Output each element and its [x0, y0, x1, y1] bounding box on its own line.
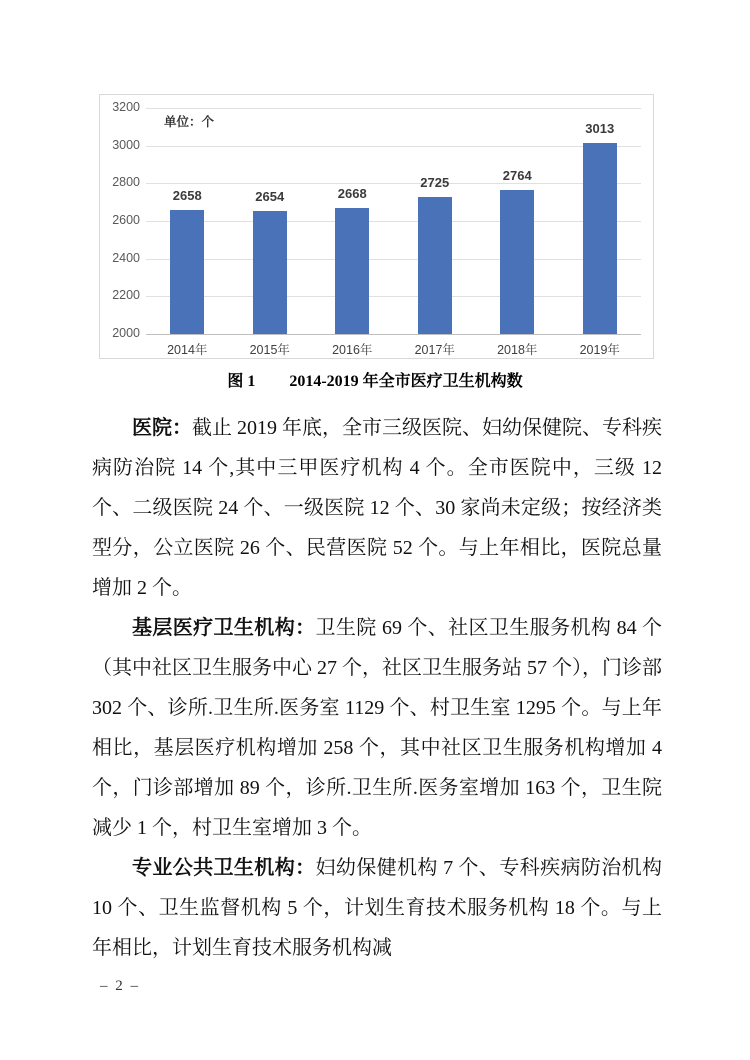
bar-value-label: 2654 [255, 188, 285, 204]
paragraph-public-health-text: 妇幼保健机构 7 个、专科疾病防治机构 10 个、卫生监督机构 5 个，计划生育技术服务机构 18 个。与上年相比，计划生育技术服务机构减 [92, 857, 663, 959]
figure-caption-title: 2014-2019 年全市医疗卫生机构数 [289, 373, 523, 390]
bar-2015年 [253, 211, 287, 334]
paragraph-hospitals-text: 截止 2019 年底，全市三级医院、妇幼保健院、专科疾病防治院 14 个,其中三甲医疗机构 4 个。全市医院中，三级 12 个、二级医院 24 个、一级医院 12 个、30 家尚未定级；按经济类型分，公立医院 26 个、民营医院 52 个。与上年相比，医院总量增加 2 个。 [92, 417, 662, 599]
y-axis-tick-label: 3200 [112, 100, 140, 114]
y-axis-tick-label: 2000 [112, 326, 140, 340]
x-axis-label: 2017年 [414, 343, 455, 357]
paragraph-primary-care-lead: 基层医疗卫生机构： [132, 617, 316, 639]
x-axis-label: 2019年 [579, 343, 620, 357]
chart-plot [112, 100, 641, 357]
y-axis-tick-label: 3000 [112, 137, 140, 152]
bar-2017年 [418, 197, 452, 334]
paragraph-public-health-lead: 专业公共卫生机构： [132, 857, 316, 879]
paragraph-hospitals [92, 408, 662, 608]
paragraph-public-health [92, 848, 662, 968]
bar-value-label: 2668 [337, 186, 367, 202]
bar-2018年 [500, 190, 534, 334]
gridline [146, 108, 641, 109]
gridline [146, 259, 641, 260]
bar-value-label: 3013 [585, 121, 615, 137]
y-axis-tick-label: 2800 [112, 175, 140, 190]
y-axis-tick-label: 2600 [112, 213, 140, 227]
x-axis-label: 2015年 [249, 343, 290, 357]
bar-2014年 [170, 210, 204, 334]
paragraph-primary-care [92, 608, 662, 848]
chart-unit-label: 单位：个 [164, 115, 215, 129]
figure-caption [0, 368, 750, 391]
x-axis-label: 2016年 [332, 343, 373, 357]
x-axis-line [146, 334, 641, 335]
page-number: – 2 – [100, 978, 140, 994]
y-axis-tick-label: 2400 [112, 250, 140, 265]
bar-2019年 [583, 143, 617, 334]
gridline [146, 221, 641, 222]
paragraph-hospitals-lead: 医院： [132, 417, 192, 439]
paragraph-primary-care-text: 卫生院 69 个、社区卫生服务机构 84 个（其中社区卫生服务中心 27 个，社区卫生服务站 57 个），门诊部 302 个、诊所.卫生所.医务室 1129 个、村卫生室 1295 个。与上年相比，基层医疗机构增加 258 个，其中社区卫生服务机构增加 4 个，门诊部增加 89 个，诊所.卫生所.医务室增加 163 个，卫生院减少 1 个，村卫生室增加 3 个。 [92, 617, 663, 839]
bar-value-label: 2725 [420, 175, 450, 191]
bar-value-label: 2658 [172, 188, 202, 204]
gridline [146, 183, 641, 184]
figure-caption-label: 图 1 [227, 373, 256, 390]
y-axis-tick-label: 2200 [112, 288, 140, 303]
x-axis-label: 2014年 [167, 343, 208, 357]
gridline [146, 146, 641, 147]
gridline [146, 296, 641, 297]
bar-chart [99, 94, 654, 359]
bar-value-label: 2764 [502, 168, 532, 184]
body-text [92, 408, 662, 968]
x-axis-label: 2018年 [497, 343, 538, 357]
bar-2016年 [335, 208, 369, 334]
